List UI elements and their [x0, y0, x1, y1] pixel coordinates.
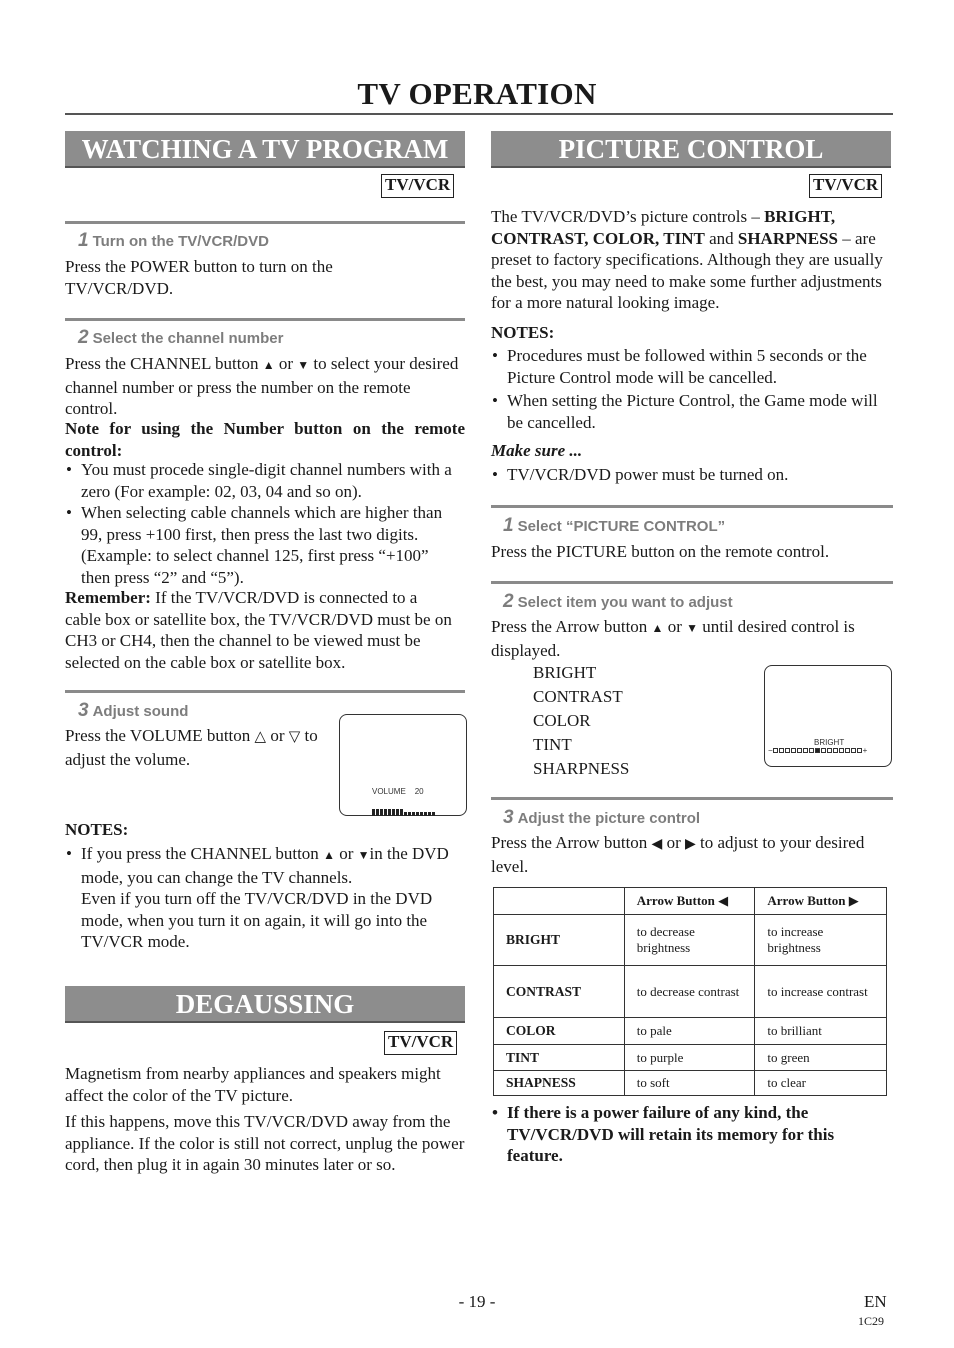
table-cell: to increase brightness	[755, 915, 887, 966]
step-divider	[65, 690, 465, 693]
text-run: to select your desired channel number or press the number on the remote control.	[65, 354, 459, 418]
level-cell	[791, 748, 796, 753]
left-arrow-icon: ◀	[651, 837, 663, 852]
step-title: Select “PICTURE CONTROL”	[517, 518, 726, 535]
picture-step3-heading	[503, 808, 700, 829]
text-run: If you press the CHANNEL button	[81, 844, 319, 863]
level-marker	[815, 748, 820, 753]
number-button-note-list	[65, 459, 457, 588]
table-row-label: CONTRAST	[494, 966, 625, 1018]
watching-tvvcr-tag: TV/VCR	[381, 174, 454, 198]
degaussing-para1: Magnetism from nearby appliances and speakers might affect the color of the TV picture.	[65, 1064, 441, 1105]
level-cell	[845, 748, 850, 753]
list-item: • If there is a power failure of any kind, the TV/VCR/DVD will retain its memory for this feature.	[491, 1102, 887, 1167]
make-sure-list	[491, 464, 891, 486]
watching-notes-list	[65, 843, 457, 953]
table-cell: to clear	[755, 1071, 887, 1096]
memory-note	[491, 1102, 887, 1167]
down-arrow-icon: ▼	[686, 621, 698, 635]
table-row	[494, 1071, 887, 1096]
volume-segment-empty	[432, 812, 435, 816]
table-cell: to decrease contrast	[624, 966, 755, 1018]
number-button-note-heading: Note for using the Number button on the remote control:	[65, 419, 465, 460]
level-cell	[833, 748, 838, 753]
step-divider	[65, 221, 465, 224]
volume-segment-filled	[400, 809, 403, 816]
volume-up-icon: △	[254, 729, 267, 745]
text-run: or	[278, 354, 294, 373]
make-sure-heading: Make sure ...	[491, 441, 583, 460]
watching-banner: WATCHING A TV PROGRAM	[65, 131, 465, 168]
text-run: or	[666, 833, 681, 852]
table-cell: to purple	[624, 1045, 755, 1071]
step-divider	[491, 797, 893, 800]
minus-icon: −	[768, 746, 773, 755]
step-number: 2	[78, 327, 89, 348]
osd-text: VOLUME	[372, 787, 406, 796]
osd-value: 20	[414, 787, 424, 796]
list-item: • TV/VCR/DVD power must be turned on.	[491, 464, 891, 486]
text-run: Press the CHANNEL button	[65, 354, 259, 373]
volume-segment-filled	[372, 809, 375, 816]
list-item	[65, 843, 457, 888]
list-item-continuation: Even if you turn off the TV/VCR/DVD in the DVD mode, when you turn it on again, it will go into the TV/VCR mode.	[81, 889, 433, 951]
text-run: or	[270, 726, 285, 745]
picture-intro	[491, 206, 891, 314]
picture-control-table	[493, 887, 887, 1096]
picture-step2-heading	[503, 592, 733, 613]
picture-item-sharpness: SHARPNESS	[533, 759, 630, 778]
remember-label: Remember:	[65, 588, 151, 607]
step-title: Adjust sound	[92, 703, 189, 720]
picture-step1-heading	[503, 516, 725, 537]
picture-item-color: COLOR	[533, 711, 591, 730]
table-row	[494, 1018, 887, 1045]
step-number: 1	[78, 230, 89, 251]
table-row-label: COLOR	[494, 1018, 625, 1045]
degaussing-tvvcr-tag: TV/VCR	[384, 1031, 457, 1055]
watching-step2-heading	[78, 328, 283, 349]
watching-step3-heading	[78, 701, 188, 722]
up-arrow-icon: ▲	[323, 848, 335, 862]
volume-segment-empty	[404, 812, 407, 816]
step-divider	[65, 318, 465, 321]
level-cell	[851, 748, 856, 753]
volume-segment-filled	[376, 809, 379, 816]
volume-segment-filled	[396, 809, 399, 816]
volume-segment-empty	[408, 812, 411, 816]
page-title: TV OPERATION	[357, 76, 597, 111]
table-row	[494, 1045, 887, 1071]
title-divider	[65, 113, 893, 115]
volume-segment-filled	[388, 809, 391, 816]
table-row-label: BRIGHT	[494, 915, 625, 966]
text-run: to adjust to your desired level.	[491, 833, 865, 876]
level-cell	[803, 748, 808, 753]
up-arrow-icon: ▲	[262, 358, 275, 372]
level-cell	[797, 748, 802, 753]
list-item: • You must procede single-digit channel numbers with a zero (For example: 02, 03, 04 and so on).	[65, 459, 457, 502]
text-run: Press the Arrow button	[491, 617, 648, 636]
table-cell: to brilliant	[755, 1018, 887, 1045]
level-cells	[773, 746, 863, 755]
remember-text: If the TV/VCR/DVD is connected to a cable box or satellite box, the TV/VCR/DVD must be on CH3 or CH4, then the channel to be viewed must be selected on the cable box or satellite box.	[65, 588, 452, 672]
table-cell: to pale	[624, 1018, 755, 1045]
volume-segment-filled	[380, 809, 383, 816]
table-row	[494, 966, 887, 1018]
list-item: • When setting the Picture Control, the Game mode will be cancelled.	[491, 390, 891, 433]
volume-down-icon: ▽	[288, 729, 301, 745]
plus-icon: +	[862, 746, 868, 755]
step-number: 3	[78, 700, 89, 721]
table-header-cell	[494, 888, 625, 915]
step-title: Turn on the TV/VCR/DVD	[92, 233, 269, 250]
volume-segment-filled	[384, 809, 387, 816]
volume-segment-empty	[412, 812, 415, 816]
text-run: The TV/VCR/DVD’s picture controls –	[491, 207, 760, 226]
volume-level-bar	[372, 798, 438, 805]
watching-step2-text	[65, 353, 465, 420]
step-title: Select item you want to adjust	[517, 594, 733, 611]
picture-item-contrast: CONTRAST	[533, 687, 623, 706]
remember-note	[65, 587, 457, 673]
bright-osd-label: BRIGHT	[814, 738, 845, 747]
volume-segment-filled	[392, 809, 395, 816]
down-arrow-icon: ▼	[297, 358, 310, 372]
level-cell	[857, 748, 862, 753]
picture-notes-list	[491, 345, 891, 433]
control-names: SHARPNESS	[737, 228, 838, 248]
language-code: EN	[864, 1292, 887, 1311]
model-code: 1C29	[858, 1314, 885, 1328]
volume-screen-illustration	[339, 714, 467, 816]
picture-item-bright: BRIGHT	[533, 663, 597, 682]
text-run: or	[339, 844, 354, 863]
degaussing-para2: If this happens, move this TV/VCR/DVD away from the appliance. If the color is still not correct, unplug the power cord, then plug it in again 30 minutes later or so.	[65, 1112, 465, 1174]
text-run: and	[709, 228, 734, 248]
volume-segment-empty	[416, 812, 419, 816]
volume-segment-empty	[424, 812, 427, 816]
table-header-cell: Arrow Button ◀	[624, 888, 755, 915]
level-cell	[839, 748, 844, 753]
table-cell: to decrease brightness	[624, 915, 755, 966]
degaussing-banner: DEGAUSSING	[65, 986, 465, 1023]
down-arrow-icon: ▼	[357, 848, 370, 862]
level-cell	[827, 748, 832, 753]
text-run: until desired control is displayed.	[491, 617, 855, 660]
text-run: in the DVD mode, you can change the TV channels.	[81, 844, 449, 887]
picture-control-banner: PICTURE CONTROL	[491, 131, 891, 168]
step-number: 1	[503, 515, 514, 536]
volume-osd-label	[372, 787, 424, 796]
table-header-cell: Arrow Button ▶	[755, 888, 887, 915]
text-run: Press the VOLUME button	[65, 726, 251, 745]
picture-items-list	[533, 661, 629, 781]
list-item: • When selecting cable channels which are higher than 99, press +100 first, then press the last two digits. (Example: to select channel 125, first press “+100” then press “2” and “5”).	[65, 502, 457, 588]
up-arrow-icon: ▲	[651, 621, 664, 635]
level-cell	[809, 748, 814, 753]
table-cell: to soft	[624, 1071, 755, 1096]
picture-item-tint: TINT	[533, 735, 572, 754]
picture-step2-text	[491, 616, 891, 661]
picture-step3-text	[491, 832, 891, 877]
picture-screen-illustration	[764, 665, 892, 767]
watching-notes-heading: NOTES:	[65, 820, 129, 839]
table-row-label: SHAPNESS	[494, 1071, 625, 1096]
step-number: 2	[503, 591, 514, 612]
watching-step1-text: Press the POWER button to turn on the TV/VCR/DVD.	[65, 257, 333, 298]
step-divider	[491, 505, 893, 508]
table-cell: to green	[755, 1045, 887, 1071]
level-cell	[785, 748, 790, 753]
step-divider	[491, 581, 893, 584]
control-names: BRIGHT, CONTRAST, COLOR, TINT	[491, 207, 836, 248]
step-number: 3	[503, 807, 514, 828]
table-row-label: TINT	[494, 1045, 625, 1071]
volume-segment-empty	[428, 812, 431, 816]
watching-step1-heading	[78, 231, 269, 252]
volume-segment-empty	[420, 812, 423, 816]
table-row	[494, 915, 887, 966]
level-cell	[773, 748, 778, 753]
text-run: Press the Arrow button	[491, 833, 648, 852]
table-cell: to increase contrast	[755, 966, 887, 1018]
table-header-row	[494, 888, 887, 915]
right-arrow-icon: ▶	[685, 837, 696, 852]
picture-step1-text: Press the PICTURE button on the remote control.	[491, 542, 830, 561]
text-run: – are preset to factory specifications. Although they are usually the best, you may need to make some further adjustments for a more natural looking image.	[491, 228, 883, 312]
list-item: • Procedures must be followed within 5 seconds or the Picture Control mode will be cancelled.	[491, 345, 891, 388]
text-run: to adjust the volume.	[65, 726, 318, 769]
picture-tvvcr-tag: TV/VCR	[809, 174, 882, 198]
picture-notes-heading: NOTES:	[491, 323, 555, 342]
page-number: - 19 -	[458, 1292, 496, 1311]
bright-level-bar	[768, 746, 867, 755]
level-cell	[821, 748, 826, 753]
step-title: Adjust the picture control	[517, 810, 701, 827]
watching-step3-text	[65, 725, 335, 770]
step-title: Select the channel number	[92, 330, 284, 347]
text-run: or	[667, 617, 682, 636]
level-cell	[779, 748, 784, 753]
